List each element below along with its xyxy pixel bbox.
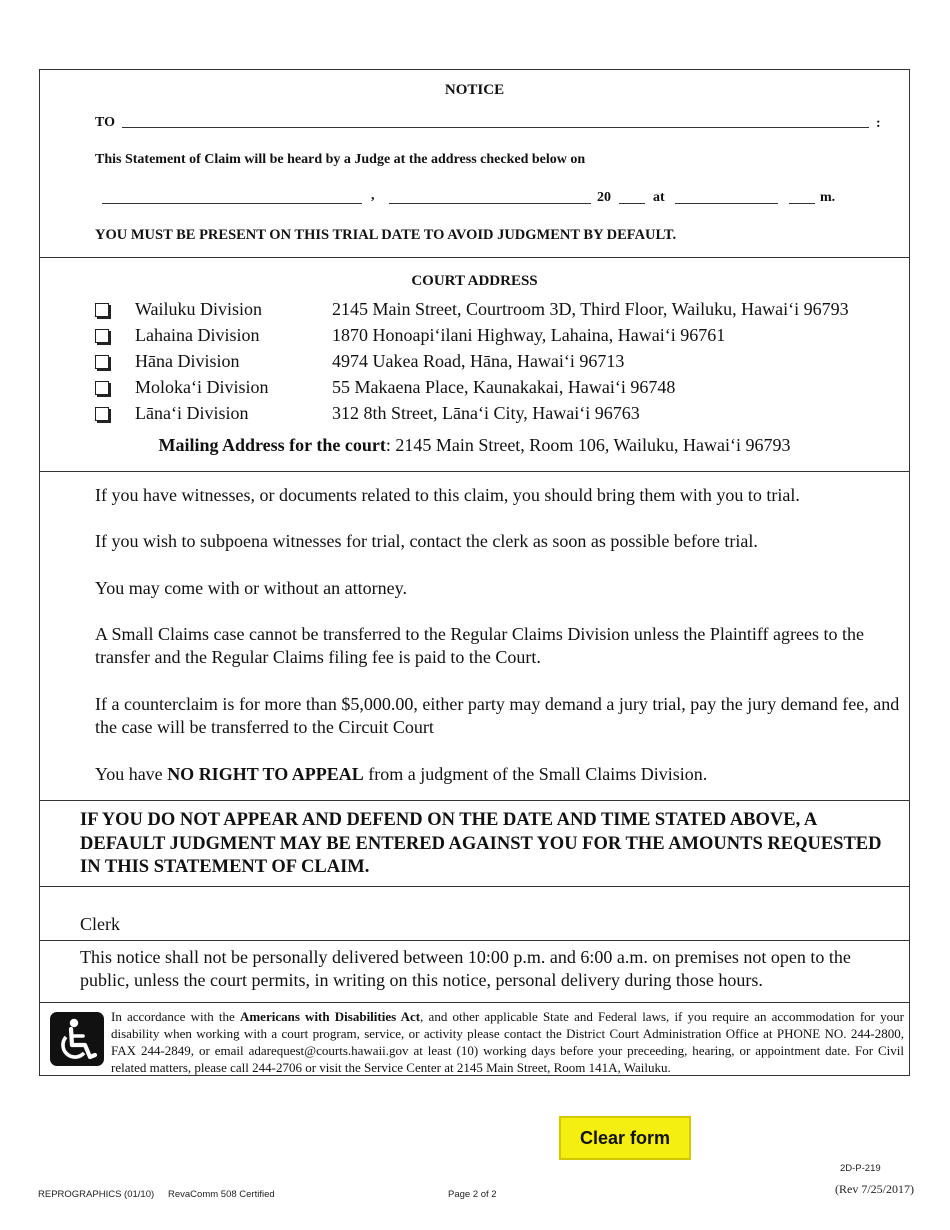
ada-body: , and other applicable State and Federal laws, if you require an accommodation for your disability when working with a court program, service, or activity please contact the District Court Administration Office at PHONE NO. 244-2800, FAX 244-2849, or email adarequest@courts.hawaii.gov at least (10) working days before your preceeding, hearing, or appointment date. For Civil related matters, please call 244-2706 or visit the Service Center at 2145 Main Street, Room 141A, Wailuku. xyxy=(111,1009,904,1075)
clear-form-button[interactable]: Clear form xyxy=(559,1116,691,1160)
year-prefix: 20 xyxy=(597,190,611,205)
mailing-address xyxy=(40,435,909,456)
division-address: 2145 Main Street, Courtroom 3D, Third Floor, Wailuku, Hawai‘i 96793 xyxy=(332,299,849,319)
mailing-address-value: : 2145 Main Street, Room 106, Wailuku, Hawai‘i 96793 xyxy=(385,435,791,455)
ada-notice xyxy=(111,1008,904,1076)
checkbox[interactable] xyxy=(95,407,109,421)
delivery-notice: This notice shall not be personally delivered between 10:00 p.m. and 6:00 a.m. on premises not open to the public, unless the court permits, in writing on this notice, personal delivery during those hours. xyxy=(80,947,851,990)
page-number: Page 2 of 2 xyxy=(448,1189,497,1200)
to-label: TO xyxy=(95,115,115,130)
trial-year-field[interactable] xyxy=(619,203,645,204)
at-label: at xyxy=(653,190,665,205)
divider xyxy=(40,940,909,941)
ada-prefix: In accordance with the xyxy=(111,1009,240,1024)
appeal-bold: NO RIGHT TO APPEAL xyxy=(167,764,364,784)
trial-month-day-field[interactable] xyxy=(389,203,591,204)
notice-title: NOTICE xyxy=(444,82,505,98)
court-address-title: COURT ADDRESS xyxy=(411,273,538,289)
division-name: Wailuku Division xyxy=(135,299,263,319)
to-field[interactable] xyxy=(122,127,869,128)
division-name: Lahaina Division xyxy=(135,325,260,345)
divider xyxy=(40,1002,909,1003)
division-name: Moloka‘i Division xyxy=(135,377,269,397)
appeal-suffix: from a judgment of the Small Claims Division. xyxy=(363,764,708,784)
division-address: 312 8th Street, Lāna‘i City, Hawai‘i 96763 xyxy=(332,403,640,423)
to-colon: : xyxy=(876,116,881,131)
appeal-info xyxy=(95,763,905,786)
transfer-info: A Small Claims case cannot be transferred to the Regular Claims Division unless the Plaintiff agrees to the transfer and the Regular Claims filing fee is paid to the Court. xyxy=(95,624,864,667)
checkbox[interactable] xyxy=(95,381,109,395)
checkbox[interactable] xyxy=(95,329,109,343)
witnesses-info: If you have witnesses, or documents related to this claim, you should bring them with you to trial. xyxy=(95,485,800,505)
am-pm-field[interactable] xyxy=(789,203,815,204)
wheelchair-accessibility-icon xyxy=(50,1012,104,1066)
appeal-prefix: You have xyxy=(95,764,168,784)
trial-day-field[interactable] xyxy=(102,203,362,204)
subpoena-info: If you wish to subpoena witnesses for trial, contact the clerk as soon as possible before trial. xyxy=(95,531,758,551)
trial-time-field[interactable] xyxy=(675,203,778,204)
default-judgment-warning: IF YOU DO NOT APPEAR AND DEFEND ON THE DATE AND TIME STATED ABOVE, A DEFAULT JUDGMENT MAY BE ENTERED AGAINST YOU FOR THE AMOUNTS REQUESTED IN THIS STATEMENT OF CLAIM. xyxy=(80,810,882,877)
checkbox[interactable] xyxy=(95,303,109,317)
heard-statement: This Statement of Claim will be heard by a Judge at the address checked below on xyxy=(95,152,586,167)
must-be-present-warning: YOU MUST BE PRESENT ON THIS TRIAL DATE TO AVOID JUDGMENT BY DEFAULT. xyxy=(95,227,677,243)
division-name: Lāna‘i Division xyxy=(135,403,249,423)
clerk-label: Clerk xyxy=(80,914,120,934)
checkbox[interactable] xyxy=(95,355,109,369)
reprographics-label: REPROGRAPHICS (01/10) xyxy=(38,1189,155,1200)
revision-date: (Rev 7/25/2017) xyxy=(835,1182,914,1196)
division-address: 1870 Honoapi‘ilani Highway, Lahaina, Hawai‘i 96761 xyxy=(332,325,726,345)
mailing-address-label: Mailing Address for the court xyxy=(158,435,386,455)
divider xyxy=(40,800,909,801)
attorney-info: You may come with or without an attorney. xyxy=(95,578,407,598)
division-address: 4974 Uakea Road, Hāna, Hawai‘i 96713 xyxy=(332,351,625,371)
revacomm-label: RevaComm 508 Certified xyxy=(168,1189,275,1200)
date-comma: , xyxy=(371,188,375,203)
m-label: m. xyxy=(820,190,836,205)
division-name: Hāna Division xyxy=(135,351,240,371)
divider xyxy=(40,471,909,472)
divider xyxy=(40,886,909,887)
form-number: 2D-P-219 xyxy=(840,1163,881,1174)
ada-act-name: Americans with Disabilities Act xyxy=(239,1009,421,1024)
notice-form xyxy=(39,69,910,1076)
counterclaim-info: If a counterclaim is for more than $5,000.00, either party may demand a jury trial, pay the jury demand fee, and the case will be transferred to the Circuit Court xyxy=(95,694,900,737)
divider xyxy=(40,257,909,258)
division-address: 55 Makaena Place, Kaunakakai, Hawai‘i 96748 xyxy=(332,377,676,397)
